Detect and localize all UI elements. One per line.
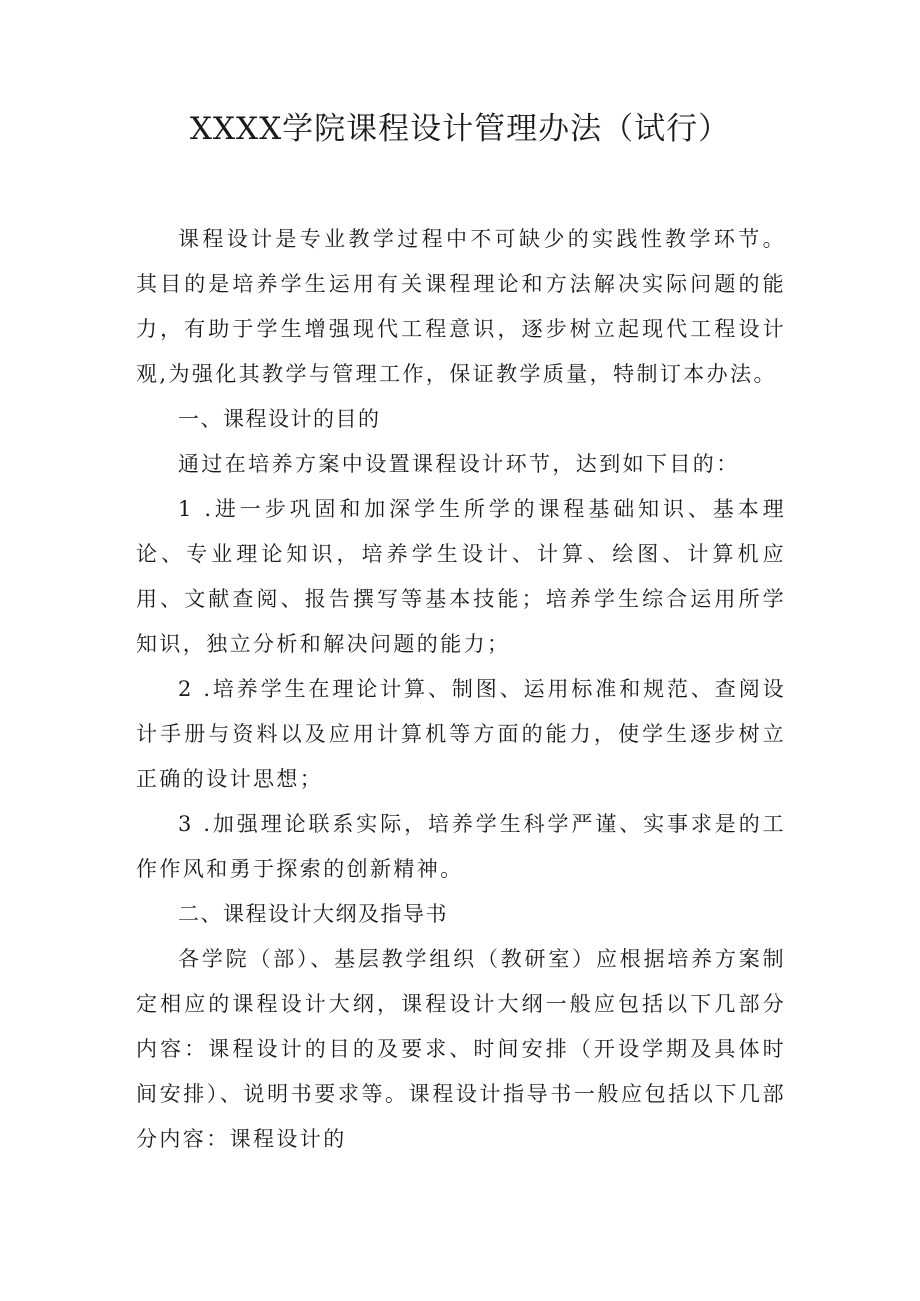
intro-paragraph: 课程设计是专业教学过程中不可缺少的实践性教学环节。其目的是培养学生运用有关课程理论和方法解决实际问题的能力，有助于学生增强现代工程意识，逐步树立起现代工程设计观,为强化其教学与管理工作，保证教学质量，特制订本办法。 [136,227,786,386]
outline-paragraph: 各学院（部）、基层教学组织（教研室）应根据培养方案制定相应的课程设计大纲，课程设计大纲一般应包括以下几部分内容：课程设计的目的及要求、时间安排（开设学期及具体时间安排）、说明书要求等。课程设计指导书一般应包括以下几部分内容：课程设计的 [136,947,786,1151]
purpose-item-2: 2 .培养学生在理论计算、制图、运用标准和规范、查阅设计手册与资料以及应用计算机等方面的能力，使学生逐步树立正确的设计思想； [136,677,786,791]
purpose-item-1: 1 .进一步巩固和加深学生所学的课程基础知识、基本理论、专业理论知识，培养学生设计、计算、绘图、计算机应用、文献查阅、报告撰写等基本技能；培养学生综合运用所学知识，独立分析和解决问题的能力； [136,497,786,656]
section-heading-purpose: 一、课程设计的目的 [178,407,381,431]
purpose-item-3: 3 .加强理论联系实际，培养学生科学严谨、实事求是的工作作风和勇于探索的创新精神。 [136,812,786,881]
document-body [136,217,786,1162]
section-heading-outline: 二、课程设计大纲及指导书 [178,902,448,926]
purpose-lead-paragraph: 通过在培养方案中设置课程设计环节，达到如下目的： [178,452,740,476]
document-title: XXXX学院课程设计管理办法（试行） [189,111,731,147]
